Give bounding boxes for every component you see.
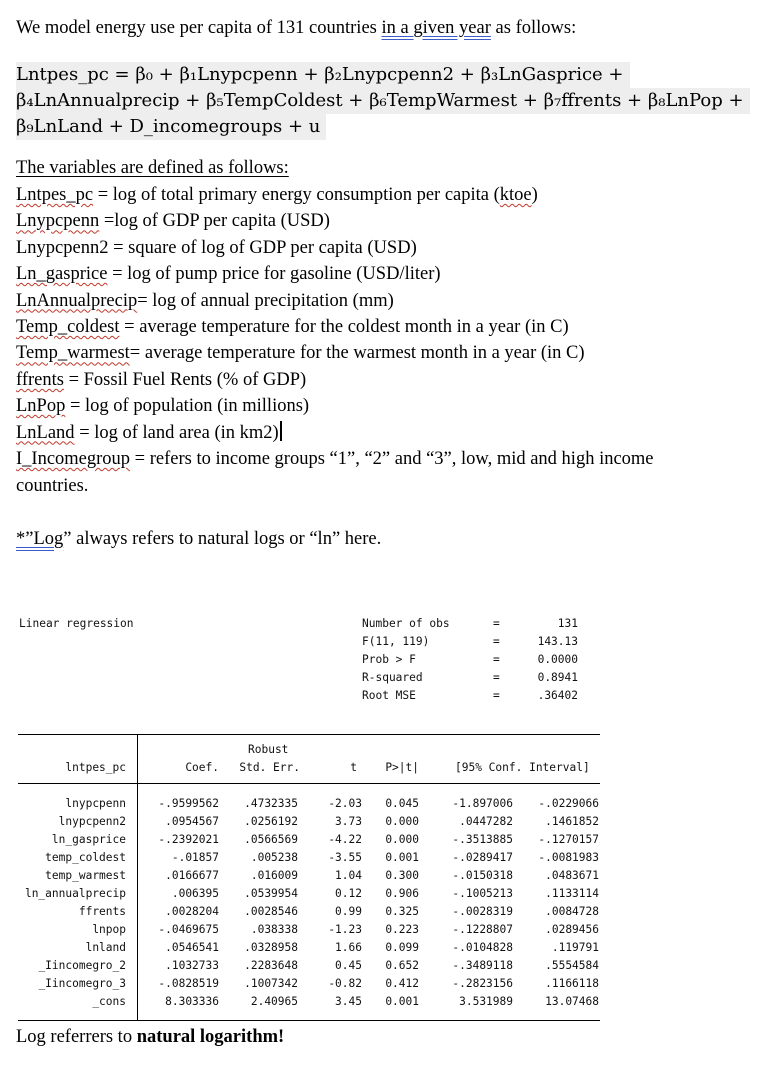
- definition-item: [16, 289, 394, 313]
- row-coef: -.01857: [171, 851, 219, 864]
- row-ci-high: .5554584: [545, 959, 599, 972]
- footer-note: [16, 1027, 284, 1048]
- row-std-err: .0539954: [244, 887, 298, 900]
- row-ci-high: 13.07468: [545, 995, 599, 1008]
- row-std-err: .0566569: [244, 833, 298, 846]
- stat-value: .36402: [537, 689, 578, 702]
- stat-value: 131: [557, 617, 578, 630]
- row-p: 0.000: [385, 833, 419, 846]
- definition-unit[interactable]: ktoe: [499, 185, 532, 205]
- row-coef: .0166677: [165, 869, 219, 882]
- header-depvar: lntpes_pc: [65, 761, 126, 774]
- row-t: -4.22: [328, 833, 362, 846]
- definition-variable-name[interactable]: Lnypcpenn2: [16, 237, 109, 258]
- regression-title: Linear regression: [19, 617, 134, 630]
- row-t: 1.04: [335, 869, 362, 882]
- header-p: P>|t|: [385, 761, 419, 774]
- row-std-err: .0028546: [244, 905, 298, 918]
- row-ci-high: .0289456: [545, 923, 599, 936]
- header-conf-interval: [95% Conf. Interval]: [455, 761, 590, 774]
- definition-text: = refers to income groups “1”, “2” and “3”, low, mid and high income: [130, 449, 654, 469]
- definition-item: [16, 341, 585, 365]
- definition-text: = average temperature for the warmest month in a year (in C): [129, 343, 585, 364]
- row-std-err: .038338: [250, 923, 298, 936]
- stat-equals: =: [493, 671, 500, 684]
- row-coef: .006395: [171, 887, 219, 900]
- row-coef: -.2392021: [158, 833, 219, 846]
- row-ci-low: -.2823156: [452, 977, 513, 990]
- row-std-err: .0256192: [244, 815, 298, 828]
- row-ci-high: -.0229066: [538, 797, 599, 810]
- header-coef: Coef.: [185, 761, 219, 774]
- row-ci-high: .1133114: [545, 887, 599, 900]
- row-p: 0.099: [385, 941, 419, 954]
- row-coef: -.0469675: [158, 923, 219, 936]
- definition-text: = average temperature for the coldest month in a year (in C): [119, 317, 569, 337]
- row-ci-high: .0084728: [545, 905, 599, 918]
- row-t: 0.45: [335, 959, 362, 972]
- definition-item: [16, 394, 309, 418]
- row-ci-low: -.0104828: [452, 941, 513, 954]
- definition-text: = log of land area (in km2): [74, 422, 279, 443]
- row-std-err: 2.40965: [250, 995, 298, 1008]
- definition-item: [16, 447, 654, 471]
- stat-value: 0.0000: [537, 653, 578, 666]
- equation-line-2: β₄LnAnnualprecip + β₅TempColdest + β₆TempWarmest + β₇ffrents + β₈LnPop +: [16, 88, 750, 114]
- definition-variable-name[interactable]: I_Incomegroup: [16, 449, 131, 469]
- row-t: -3.55: [328, 851, 362, 864]
- row-t: -0.82: [328, 977, 362, 990]
- header-std-err: Std. Err.: [239, 761, 300, 774]
- table-top-rule: [18, 734, 600, 735]
- definitions-heading: The variables are defined as follows:: [16, 158, 289, 178]
- log-note-flagged[interactable]: *”Log: [16, 529, 64, 549]
- intro-flagged-text[interactable]: in a given year: [381, 18, 491, 38]
- stat-label: Number of obs: [362, 617, 450, 630]
- row-ci-high: .1166118: [545, 977, 599, 990]
- definition-variable-name[interactable]: Lntpes_pc: [16, 185, 94, 205]
- row-std-err: .016009: [250, 869, 298, 882]
- definition-item: [16, 368, 306, 392]
- row-variable: ln_annualprecip: [24, 887, 126, 900]
- row-coef: -.0828519: [158, 977, 219, 990]
- log-note-text: ” always refers to natural logs or “ln” here.: [63, 529, 382, 549]
- row-ci-low: -.0028319: [452, 905, 513, 918]
- definition-item: [16, 315, 569, 339]
- row-t: 0.99: [335, 905, 362, 918]
- row-variable: _Iincomegro_3: [38, 977, 126, 990]
- row-ci-low: -1.897006: [452, 797, 513, 810]
- definition-variable-name[interactable]: LnPop: [16, 396, 66, 417]
- row-ci-high: .0483671: [545, 869, 599, 882]
- row-p: 0.325: [385, 905, 419, 918]
- stat-equals: =: [493, 653, 500, 666]
- definition-text: = square of log of GDP per capita (USD): [108, 237, 417, 258]
- stat-value: 0.8941: [537, 671, 578, 684]
- definition-item: [16, 183, 538, 207]
- definition-item: [16, 209, 330, 233]
- stat-label: R-squared: [362, 671, 423, 684]
- definition-text: =log of GDP per capita (USD): [99, 211, 330, 232]
- row-coef: .1032733: [165, 959, 219, 972]
- row-ci-low: -.1005213: [452, 887, 513, 900]
- row-coef: .0954567: [165, 815, 219, 828]
- stat-equals: =: [493, 635, 500, 648]
- row-p: 0.300: [385, 869, 419, 882]
- row-coef: .0028204: [165, 905, 219, 918]
- header-robust: Robust: [248, 743, 289, 756]
- definition-variable-name[interactable]: ffrents: [16, 369, 64, 390]
- row-ci-low: -.3489118: [452, 959, 513, 972]
- stat-label: F(11, 119): [362, 635, 430, 648]
- equation-line-3: β₉LnLand + D_incomegroups + u: [16, 114, 326, 140]
- definition-variable-name[interactable]: Temp_coldest: [16, 317, 120, 337]
- definition-variable-name[interactable]: LnAnnualprecip: [16, 290, 138, 311]
- row-p: 0.412: [385, 977, 419, 990]
- row-coef: .0546541: [165, 941, 219, 954]
- intro-text-end: as follows:: [490, 18, 577, 38]
- row-variable: _Iincomegro_2: [38, 959, 126, 972]
- row-p: 0.652: [385, 959, 419, 972]
- log-note: [16, 527, 381, 551]
- definition-text: = log of annual precipitation (mm): [137, 290, 394, 311]
- definition-text: = log of pump price for gasoline (USD/liter): [107, 264, 441, 285]
- row-p: 0.045: [385, 797, 419, 810]
- row-variable: temp_coldest: [45, 851, 126, 864]
- intro-text: We model energy use per capita of 131 countries: [16, 18, 382, 38]
- stat-equals: =: [493, 689, 500, 702]
- row-ci-high: -.1270157: [538, 833, 599, 846]
- intro-line: [16, 16, 576, 40]
- row-ci-low: -.0150318: [452, 869, 513, 882]
- definitions-continuation: countries.: [16, 476, 89, 496]
- row-variable: ln_gasprice: [51, 833, 126, 846]
- row-ci-low: 3.531989: [459, 995, 513, 1008]
- row-ci-low: .0447282: [459, 815, 513, 828]
- row-coef: 8.303336: [165, 995, 219, 1008]
- row-p: 0.223: [385, 923, 419, 936]
- model-equation: [16, 62, 744, 140]
- row-std-err: .005238: [250, 851, 298, 864]
- row-variable: lnpop: [92, 923, 126, 936]
- definition-item: [16, 236, 417, 260]
- table-header-rule: [18, 783, 600, 784]
- row-ci-low: -.1228807: [452, 923, 513, 936]
- definition-text: = Fossil Fuel Rents (% of GDP): [63, 369, 307, 390]
- footer-bold-text: natural logarithm!: [136, 1027, 285, 1047]
- equation-line-1: Lntpes_pc = β₀ + β₁Lnypcpenn + β₂Lnypcpenn2 + β₃LnGasprice +: [16, 62, 630, 88]
- row-t: 0.12: [335, 887, 362, 900]
- row-variable: temp_warmest: [45, 869, 126, 882]
- row-p: 0.000: [385, 815, 419, 828]
- footer-text: Log referrers to: [16, 1027, 137, 1047]
- definition-variable-name[interactable]: Ln_gasprice: [16, 264, 108, 285]
- definition-text-end: ): [531, 185, 538, 205]
- row-p: 0.001: [385, 851, 419, 864]
- row-p: 0.001: [385, 995, 419, 1008]
- row-variable: _cons: [92, 995, 126, 1008]
- row-std-err: .4732335: [244, 797, 298, 810]
- row-variable: ffrents: [78, 905, 126, 918]
- stat-label: Prob > F: [362, 653, 416, 666]
- row-p: 0.906: [385, 887, 419, 900]
- definition-variable-name[interactable]: LnLand: [16, 422, 75, 443]
- row-ci-low: -.0289417: [452, 851, 513, 864]
- table-bottom-rule: [18, 1020, 600, 1021]
- row-ci-low: -.3513885: [452, 833, 513, 846]
- stat-label: Root MSE: [362, 689, 416, 702]
- row-variable: lnypcpenn: [65, 797, 126, 810]
- row-variable: lnland: [85, 941, 126, 954]
- definition-variable-name[interactable]: Lnypcpenn: [16, 211, 100, 232]
- definition-variable-name[interactable]: Temp_warmest: [16, 343, 130, 364]
- row-t: 3.45: [335, 995, 362, 1008]
- definition-item: [16, 262, 441, 286]
- definition-text: = log of population (in millions): [65, 396, 310, 417]
- row-t: 3.73: [335, 815, 362, 828]
- definition-text: = log of total primary energy consumption per capita (: [93, 185, 500, 205]
- row-std-err: .2283648: [244, 959, 298, 972]
- text-cursor: [280, 421, 282, 441]
- table-vertical-rule: [137, 734, 138, 1020]
- row-variable: lnypcpenn2: [58, 815, 126, 828]
- header-t: t: [350, 761, 357, 774]
- row-std-err: .1007342: [244, 977, 298, 990]
- stat-equals: =: [493, 617, 500, 630]
- row-t: -1.23: [328, 923, 362, 936]
- row-coef: -.9599562: [158, 797, 219, 810]
- row-t: -2.03: [328, 797, 362, 810]
- row-t: 1.66: [335, 941, 362, 954]
- definition-item: [16, 421, 282, 445]
- row-ci-high: -.0081983: [538, 851, 599, 864]
- row-std-err: .0328958: [244, 941, 298, 954]
- row-ci-high: .1461852: [545, 815, 599, 828]
- stat-value: 143.13: [537, 635, 578, 648]
- row-ci-high: .119791: [551, 941, 599, 954]
